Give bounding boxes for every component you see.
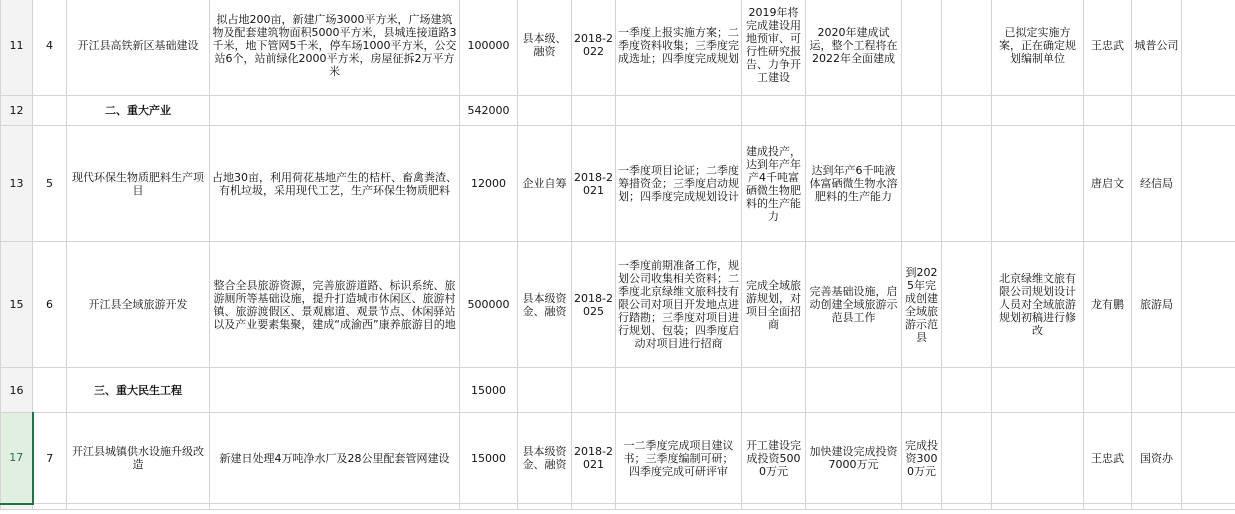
cell-fund-source[interactable]: 县本级资金、融资 [518, 413, 572, 504]
cell-goal-2020[interactable]: 加快建设完成投资7000万元 [806, 413, 902, 504]
cell-blank[interactable] [992, 368, 1084, 413]
cell-investment[interactable]: 100000 [460, 0, 518, 96]
cell-blank[interactable] [806, 96, 902, 126]
table-row [1, 413, 1235, 504]
table-row [1, 504, 1235, 510]
row-header[interactable]: 16 [1, 368, 33, 413]
cell-progress-plan[interactable]: 一二季度完成项目建议书；三季度编制可研； 四季度完成可研评审 [616, 413, 742, 504]
cell-goal-2019[interactable]: 2019年将完成建设用地预审、可行性研究报告、力争开工建设 [742, 0, 806, 96]
row-header[interactable]: 15 [1, 242, 33, 368]
cell-blank[interactable] [992, 504, 1084, 510]
row-header[interactable] [1, 504, 33, 510]
cell-leader[interactable]: 王忠武 [1084, 0, 1132, 96]
cell-blank[interactable] [616, 368, 742, 413]
cell-blank[interactable] [942, 96, 992, 126]
cell-progress-plan[interactable]: 一季度上报实施方案；二季度资料收集；三季度完成选址；四季度完成规划 [616, 0, 742, 96]
cell-fund-source[interactable]: 县本级、融资 [518, 0, 572, 96]
cell-blank[interactable] [1182, 0, 1235, 96]
cell-leader[interactable]: 龙有鹏 [1084, 242, 1132, 368]
cell-period[interactable]: 2018-2022 [572, 0, 616, 96]
cell-blank[interactable] [518, 96, 572, 126]
cell-seq[interactable]: 5 [33, 126, 67, 242]
cell-goal-2019[interactable]: 开工建设完成投资5000万元 [742, 413, 806, 504]
cell-leader[interactable]: 唐启文 [1084, 126, 1132, 242]
cell-goal-2019[interactable]: 完成全域旅游规划，对项目全面招商 [742, 242, 806, 368]
cell-blank[interactable] [1182, 368, 1235, 413]
cell-blank[interactable] [1182, 504, 1235, 510]
cell-blank[interactable] [616, 504, 742, 510]
cell-blank[interactable] [1084, 96, 1132, 126]
cell-blank[interactable] [992, 96, 1084, 126]
cell-investment[interactable]: 542000 [460, 96, 518, 126]
cell-goal-2020[interactable]: 2020年建成试运，整个工程将在2022年全面建成 [806, 0, 902, 96]
cell-goal-2020[interactable]: 达到年产6千吨液体富硒微生物水溶肥料的生产能力 [806, 126, 902, 242]
cell-construction-content[interactable]: 拟占地200亩，新建广场3000平方米，广场建筑物及配套建筑物面积5000平方米，县城连接道路3千米，地下管网5千米，停车场1000平方米，公交站6个，站前绿化2000平方米，房屋征拆2万平方米 [210, 0, 460, 96]
cell-progress-plan[interactable]: 一季度前期准备工作，规划公司收集相关资料；二季度北京绿维文旅科技有限公司对项目开发地点进行踏勘；三季度对项目进行规划、包装；四季度启动对项目进行招商 [616, 242, 742, 368]
row-header[interactable]: 11 [1, 0, 33, 96]
cell-status[interactable] [992, 126, 1084, 242]
cell-blank[interactable] [942, 504, 992, 510]
cell-unit[interactable]: 旅游局 [1132, 242, 1182, 368]
cell-seq[interactable]: 6 [33, 242, 67, 368]
cell-construction-content[interactable]: 新建日处理4万吨净水厂及28公里配套管网建设 [210, 413, 460, 504]
cell-blank[interactable] [518, 504, 572, 510]
cell-period[interactable]: 2018-2021 [572, 126, 616, 242]
cell-fund-source[interactable]: 县本级资金、融资 [518, 242, 572, 368]
cell-blank[interactable] [33, 96, 67, 126]
cell-blank[interactable] [1084, 504, 1132, 510]
cell-blank[interactable] [942, 126, 992, 242]
cell-blank[interactable] [1182, 126, 1235, 242]
cell-unit[interactable]: 城普公司 [1132, 0, 1182, 96]
cell-blank[interactable] [1132, 368, 1182, 413]
cell-blank[interactable] [1132, 96, 1182, 126]
cell-goal-later[interactable] [902, 126, 942, 242]
cell-blank[interactable] [742, 368, 806, 413]
cell-blank[interactable] [572, 96, 616, 126]
cell-goal-later[interactable] [902, 0, 942, 96]
cell-goal-later[interactable]: 完成投资3000万元 [902, 413, 942, 504]
cell-unit[interactable]: 经信局 [1132, 126, 1182, 242]
cell-blank[interactable] [210, 504, 460, 510]
cell-period[interactable]: 2018-2025 [572, 242, 616, 368]
cell-fund-source[interactable]: 企业自筹 [518, 126, 572, 242]
cell-seq[interactable]: 4 [33, 0, 67, 96]
section-row [1, 368, 1235, 413]
cell-investment[interactable]: 500000 [460, 242, 518, 368]
cell-status[interactable] [992, 413, 1084, 504]
cell-blank[interactable] [518, 368, 572, 413]
cell-blank[interactable] [572, 368, 616, 413]
cell-leader[interactable]: 王忠武 [1084, 413, 1132, 504]
cell-project-name[interactable]: 开江县高铁新区基础建设 [67, 0, 210, 96]
table-row [1, 242, 1235, 368]
cell-blank[interactable] [942, 413, 992, 504]
cell-blank[interactable] [67, 504, 210, 510]
cell-blank[interactable] [742, 504, 806, 510]
cell-construction-content[interactable]: 占地30亩，利用荷花基地产生的桔杆、畜禽粪渣、有机垃圾，采用现代工艺，生产环保生物质肥料 [210, 126, 460, 242]
cell-blank[interactable] [210, 96, 460, 126]
cell-project-name[interactable]: 现代环保生物质肥料生产项目 [67, 126, 210, 242]
cell-seq[interactable]: 7 [33, 413, 67, 504]
cell-blank[interactable] [742, 96, 806, 126]
row-header-active[interactable]: 17 [1, 413, 33, 504]
section-title[interactable]: 二、重大产业 [67, 96, 210, 126]
cell-period[interactable]: 2018-2021 [572, 413, 616, 504]
cell-unit[interactable]: 国资办 [1132, 413, 1182, 504]
cell-goal-later[interactable]: 到2025年完成创建全域旅游示范县 [902, 242, 942, 368]
cell-blank[interactable] [33, 368, 67, 413]
cell-goal-2019[interactable]: 建成投产，达到年产年产4千吨富硒微生物肥料的生产能力 [742, 126, 806, 242]
cell-blank[interactable] [210, 368, 460, 413]
cell-blank[interactable] [806, 368, 902, 413]
cell-blank[interactable] [572, 504, 616, 510]
table-row [1, 0, 1235, 96]
cell-blank[interactable] [1182, 96, 1235, 126]
cell-project-name[interactable]: 开江县城镇供水设施升级改造 [67, 413, 210, 504]
section-row [1, 96, 1235, 126]
cell-blank[interactable] [1132, 504, 1182, 510]
cell-blank[interactable] [1182, 413, 1235, 504]
cell-blank[interactable] [460, 504, 518, 510]
cell-blank[interactable] [616, 96, 742, 126]
cell-investment[interactable]: 15000 [460, 368, 518, 413]
cell-blank[interactable] [942, 0, 992, 96]
cell-construction-content[interactable]: 整合全县旅游资源，完善旅游道路、标识系统、旅游厕所等基础设施，提升打造城市休闲区、旅游村镇、旅游渡假区、景观廊道、观景节点、休闲驿站以及产业要素集聚，建成“成渝西”康养旅游目的地 [210, 242, 460, 368]
cell-blank[interactable] [33, 504, 67, 510]
cell-blank[interactable] [942, 368, 992, 413]
cell-blank[interactable] [902, 96, 942, 126]
cell-investment[interactable]: 12000 [460, 126, 518, 242]
row-header[interactable]: 13 [1, 126, 33, 242]
cell-goal-2020[interactable]: 完善基础设施，启动创建全域旅游示范县工作 [806, 242, 902, 368]
row-header[interactable]: 12 [1, 96, 33, 126]
cell-blank[interactable] [942, 242, 992, 368]
cell-blank[interactable] [806, 504, 902, 510]
cell-blank[interactable] [902, 368, 942, 413]
cell-status[interactable]: 北京绿维文旅有限公司规划设计人员对全域旅游规划初稿进行修改 [992, 242, 1084, 368]
cell-investment[interactable]: 15000 [460, 413, 518, 504]
section-title[interactable]: 三、重大民生工程 [67, 368, 210, 413]
cell-blank[interactable] [902, 504, 942, 510]
cell-blank[interactable] [1182, 242, 1235, 368]
cell-progress-plan[interactable]: 一季度项目论证；二季度筹措资金；三季度启动规划；四季度完成规划设计 [616, 126, 742, 242]
cell-status[interactable]: 已拟定实施方案，正在确定规划编制单位 [992, 0, 1084, 96]
table-row [1, 126, 1235, 242]
cell-blank[interactable] [1084, 368, 1132, 413]
cell-project-name[interactable]: 开江县全域旅游开发 [67, 242, 210, 368]
